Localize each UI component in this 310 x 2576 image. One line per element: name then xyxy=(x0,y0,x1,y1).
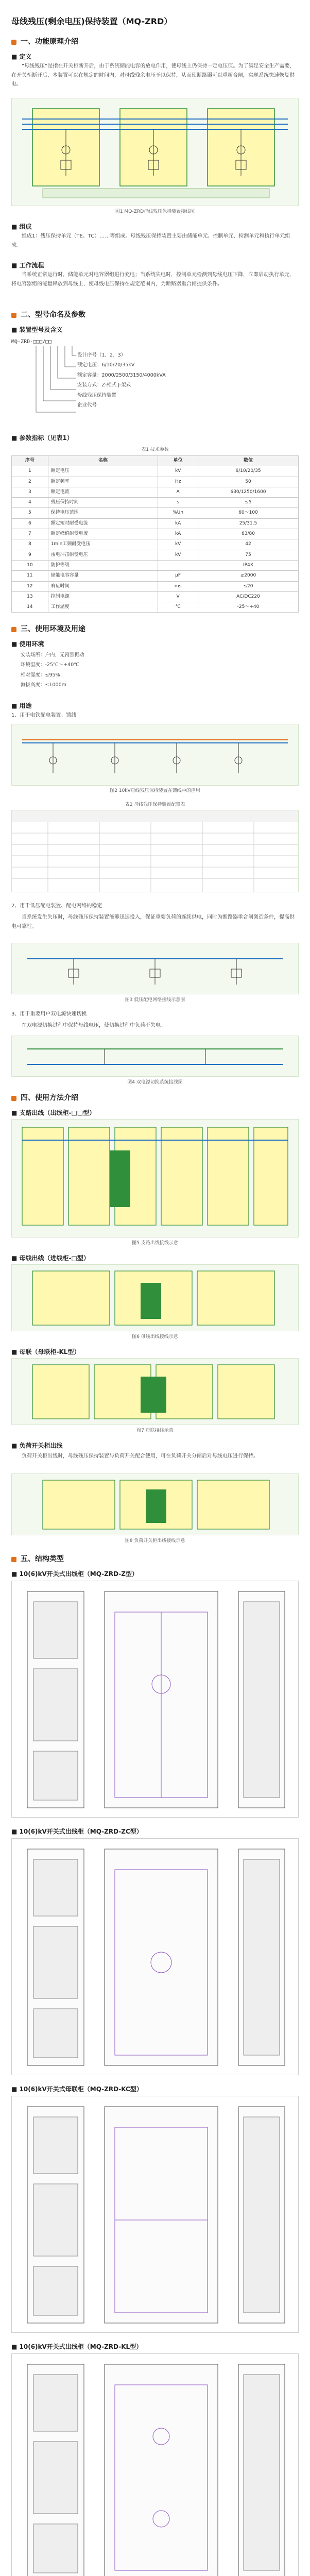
structure-zc-drawing xyxy=(11,1838,299,2075)
dual-source-diagram xyxy=(12,1036,298,1076)
params-table xyxy=(11,455,299,613)
model-desc-item: 额定容量：2000/2500/3150/4000kVA xyxy=(77,372,166,378)
table-cell: 12 xyxy=(12,581,48,591)
figure-8-caption: 图8 负荷开关柜出线接线示意 xyxy=(125,1538,185,1544)
table-row xyxy=(12,539,299,550)
section-bullet-icon xyxy=(11,1557,16,1562)
table-cell: IP4X xyxy=(198,560,298,570)
table-cell: 残压保持时间 xyxy=(48,498,158,508)
table-cell: ℃ xyxy=(158,602,198,613)
table-cell: 1min工频耐受电压 xyxy=(48,539,158,550)
model-desc-item: 设计序号（1、2、3） xyxy=(77,352,126,358)
bus-coupler-heading: ■ 母联（母联柜-KL型） xyxy=(11,1348,80,1355)
workflow-text: 当系统正常运行时，储能单元对电容器组进行充电；当系统失电时，控制单元检测到母线电压下降，立即启动执行单元，将电容器组的能量释放到母线上，使母线电压保持在规定范围内，为断路器重合闸提供条件。 xyxy=(11,272,295,287)
table-cell: 额定电压 xyxy=(48,466,158,477)
table-cell: 额定电流 xyxy=(48,487,158,497)
table-cell: 工作温度 xyxy=(48,602,158,613)
usage-2-text: 当系统发生失压时，母线残压保持装置能够迅速投入，保证重要负荷的连续供电，同时为断路器重合闸创造条件，提高供电可靠性。 xyxy=(11,914,295,929)
table-cell: ≤5 xyxy=(198,498,298,508)
section-bullet-icon xyxy=(11,313,16,318)
table-cell xyxy=(158,560,198,570)
table-cell: μF xyxy=(158,571,198,581)
env-item: 安装场所：户内，无剧烈振动 xyxy=(21,652,84,658)
table-cell: 3 xyxy=(12,487,48,497)
table-cell: ≥2000 xyxy=(198,571,298,581)
section-bullet-icon xyxy=(11,40,16,45)
table-cell: 7 xyxy=(12,529,48,539)
usage-2: 2、用于低压配电装置、配电网络的稳定 xyxy=(11,903,102,909)
config-grid xyxy=(12,810,298,892)
load-switch-text: 负荷开关柜出线时，母线残压保持装置与负荷开关配合使用，可在负荷开关分闸后对母线电压进行保持。 xyxy=(22,1453,259,1459)
structure-kc-drawing xyxy=(11,2096,299,2333)
table-cell: 8 xyxy=(12,539,48,550)
table-cell: 雷电冲击耐受电压 xyxy=(48,550,158,560)
section-3-heading: 三、使用环境及用途 xyxy=(11,623,85,636)
table-cell: 5 xyxy=(12,508,48,518)
table-cell: 4 xyxy=(12,498,48,508)
table-cell: 42 xyxy=(198,539,298,550)
table-cell: -25～+40 xyxy=(198,602,298,613)
env-item: 环境温度：-25℃～+40℃ xyxy=(21,662,79,668)
table-cell: %Un xyxy=(158,508,198,518)
structure-kl-heading: ■ 10(6)kV开关式出线柜（MQ-ZRD-KL型） xyxy=(11,2343,143,2350)
table-cell: 额定峰值耐受电流 xyxy=(48,529,158,539)
model-desc-item: 额定电压：6/10/20/35kV xyxy=(77,362,135,368)
table-cell: 6 xyxy=(12,518,48,529)
figure-4-caption: 图4 双电源切换系统接线图 xyxy=(127,1080,183,1085)
table-cell: 2 xyxy=(12,477,48,487)
usage-3-text: 在双电源切换过程中保持母线电压，使切换过程中负荷不失电。 xyxy=(22,1023,166,1028)
branch-outlet-diagram xyxy=(12,1120,298,1237)
table-cell: s xyxy=(158,498,198,508)
table-cell: 保持电压范围 xyxy=(48,508,158,518)
table-cell: A xyxy=(158,487,198,497)
table-row xyxy=(12,602,299,613)
table-row xyxy=(12,550,299,560)
table-2-caption: 表2 母线残压保持装置配置表 xyxy=(125,802,185,807)
config-table-image xyxy=(11,810,299,892)
workflow-heading: ■ 工作流程 xyxy=(11,262,44,269)
structure-zc-heading: ■ 10(6)kV开关式出线柜（MQ-ZRD-ZC型） xyxy=(11,1828,143,1835)
table-cell: V xyxy=(158,591,198,602)
table-row xyxy=(12,581,299,591)
cabinet-drawing-kl xyxy=(12,2354,298,2576)
table-cell: 50 xyxy=(198,477,298,487)
table-cell: kV xyxy=(158,466,198,477)
table-cell: kV xyxy=(158,539,198,550)
lv-network-diagram xyxy=(12,943,298,994)
table-cell: 14 xyxy=(12,602,48,613)
model-description-list xyxy=(77,350,166,411)
model-bracket-lines xyxy=(31,346,78,418)
structure-z-heading: ■ 10(6)kV开关式出线柜（MQ-ZRD-Z型） xyxy=(11,1570,138,1578)
usage-heading: ■ 用途 xyxy=(11,702,32,709)
model-desc-item: 母线残压保持装置 xyxy=(77,392,117,398)
environment-heading: ■ 使用环境 xyxy=(11,640,44,648)
table-cell: 75 xyxy=(198,550,298,560)
table-header-cell: 数值 xyxy=(198,456,298,466)
figure-7 xyxy=(11,1358,299,1425)
table-cell: 13 xyxy=(12,591,48,602)
params-heading: ■ 参数指标（见表1） xyxy=(11,434,73,442)
table-header-cell: 序号 xyxy=(12,456,48,466)
structure-kl-drawing xyxy=(11,2353,299,2576)
figure-1-caption: 图1 MQ-ZRD母线残压保持装置接线图 xyxy=(115,209,195,214)
cabinet-drawing-zc xyxy=(12,1839,298,2075)
env-item: 相对湿度：≤95% xyxy=(21,672,60,678)
table-row xyxy=(12,560,299,570)
table-cell: 额定频率 xyxy=(48,477,158,487)
table-cell: 储能电容容量 xyxy=(48,571,158,581)
cabinet-drawing-z xyxy=(12,1581,298,1817)
table-row xyxy=(12,477,299,487)
composition-heading: ■ 组成 xyxy=(11,223,32,230)
usage-1: 1、用于电铁配电装置、馈线 xyxy=(11,713,77,718)
table-cell: AC/DC220 xyxy=(198,591,298,602)
page-title: 母线残压(剩余电压)保持装置（MQ-ZRD） xyxy=(11,16,173,26)
section-2-heading: 二、型号命名及参数 xyxy=(11,309,85,321)
model-code: MQ-ZRD-□□□/□□ xyxy=(11,339,52,345)
feeder-diagram xyxy=(12,724,298,785)
table-header-cell: 名称 xyxy=(48,456,158,466)
table-row xyxy=(12,571,299,581)
figure-7-caption: 图7 母联接线示意 xyxy=(136,1428,174,1433)
load-switch-diagram xyxy=(12,1474,298,1535)
table-cell: 63/80 xyxy=(198,529,298,539)
figure-2 xyxy=(11,724,299,786)
table-header-cell: 单位 xyxy=(158,456,198,466)
bus-outlet-diagram xyxy=(12,1265,298,1331)
table-cell: ms xyxy=(158,581,198,591)
table-cell: 1 xyxy=(12,466,48,477)
table-cell: 60～100 xyxy=(198,508,298,518)
definition-text: “母线残压”是指在开关柜断开后，由于系统储能电容的放电作用，使母线上仍保持一定电压值。为了满足安全生产需要，在开关柜断开后，本装置可以在规定的时间内，对母线残余电压予以保持，从而使断路器可以重新合闸，实现系统快速恢复供电。 xyxy=(11,63,295,87)
table-cell: kA xyxy=(158,518,198,529)
environment-list xyxy=(21,650,84,690)
figure-3 xyxy=(11,943,299,994)
usage-3: 3、用于重要用户双电源快速切换 xyxy=(11,1011,87,1017)
table-cell: 6/10/20/35 xyxy=(198,466,298,477)
table-cell: 9 xyxy=(12,550,48,560)
figure-5-caption: 图5 支路出线接线示意 xyxy=(132,1241,178,1246)
table-1-caption: 表1 技术参数 xyxy=(141,447,169,452)
structure-z-drawing xyxy=(11,1581,299,1818)
table-row xyxy=(12,498,299,508)
load-switch-heading: ■ 负荷开关柜出线 xyxy=(11,1442,63,1449)
figure-2-caption: 图2 10kV母线残压保持装置在馈线中的应用 xyxy=(110,788,200,793)
table-row xyxy=(12,529,299,539)
env-item: 海拔高度：≤1000m xyxy=(21,682,66,688)
table-cell: ≤20 xyxy=(198,581,298,591)
wiring-diagram-1 xyxy=(12,98,298,206)
cabinet-drawing-kc xyxy=(12,2096,298,2332)
structure-kc-heading: ■ 10(6)kV开关式母联柜（MQ-ZRD-KC型） xyxy=(11,2086,143,2093)
table-cell: 额定短时耐受电流 xyxy=(48,518,158,529)
figure-1 xyxy=(11,98,299,206)
table-row xyxy=(12,591,299,602)
table-cell: 防护等级 xyxy=(48,560,158,570)
figure-6 xyxy=(11,1264,299,1331)
model-heading: ■ 装置型号及含义 xyxy=(11,326,63,333)
table-cell: kA xyxy=(158,529,198,539)
table-row xyxy=(12,518,299,529)
figure-3-caption: 图3 低压配电网络接线示意图 xyxy=(125,997,185,1003)
composition-text: 组成1：残压保持单元（TE、TC）……等组成。母线残压保持装置主要由储能单元、控制单元、检测单元和执行单元组成。 xyxy=(11,233,290,248)
section-5-heading: 五、结构类型 xyxy=(11,1553,64,1566)
branch-outlet-heading: ■ 支路出线（出线柜-□□型） xyxy=(11,1109,96,1116)
bus-coupler-diagram xyxy=(12,1359,298,1425)
section-bullet-icon xyxy=(11,1096,16,1101)
table-row xyxy=(12,508,299,518)
table-cell: Hz xyxy=(158,477,198,487)
table-cell: 控制电源 xyxy=(48,591,158,602)
table-cell: 11 xyxy=(12,571,48,581)
model-desc-item: 企业代号 xyxy=(77,402,97,409)
figure-6-caption: 图6 母线出线接线示意 xyxy=(132,1334,178,1340)
model-desc-item: 安装方式：Z-柜式 J-架式 xyxy=(77,382,131,388)
section-1-heading: 一、功能原理介绍 xyxy=(11,36,78,48)
section-4-heading: 四、使用方法介绍 xyxy=(11,1092,78,1105)
bus-outlet-heading: ■ 母线出线（进线柜-□型） xyxy=(11,1255,90,1262)
table-cell: 响应时间 xyxy=(48,581,158,591)
figure-5 xyxy=(11,1119,299,1238)
table-cell: 10 xyxy=(12,560,48,570)
table-cell: 630/1250/1600 xyxy=(198,487,298,497)
table-cell: 25/31.5 xyxy=(198,518,298,529)
definition-heading: ■ 定义 xyxy=(11,53,32,60)
figure-4 xyxy=(11,1036,299,1077)
table-row xyxy=(12,466,299,477)
section-bullet-icon xyxy=(11,627,16,632)
table-cell: kV xyxy=(158,550,198,560)
table-row xyxy=(12,487,299,497)
figure-8 xyxy=(11,1473,299,1535)
